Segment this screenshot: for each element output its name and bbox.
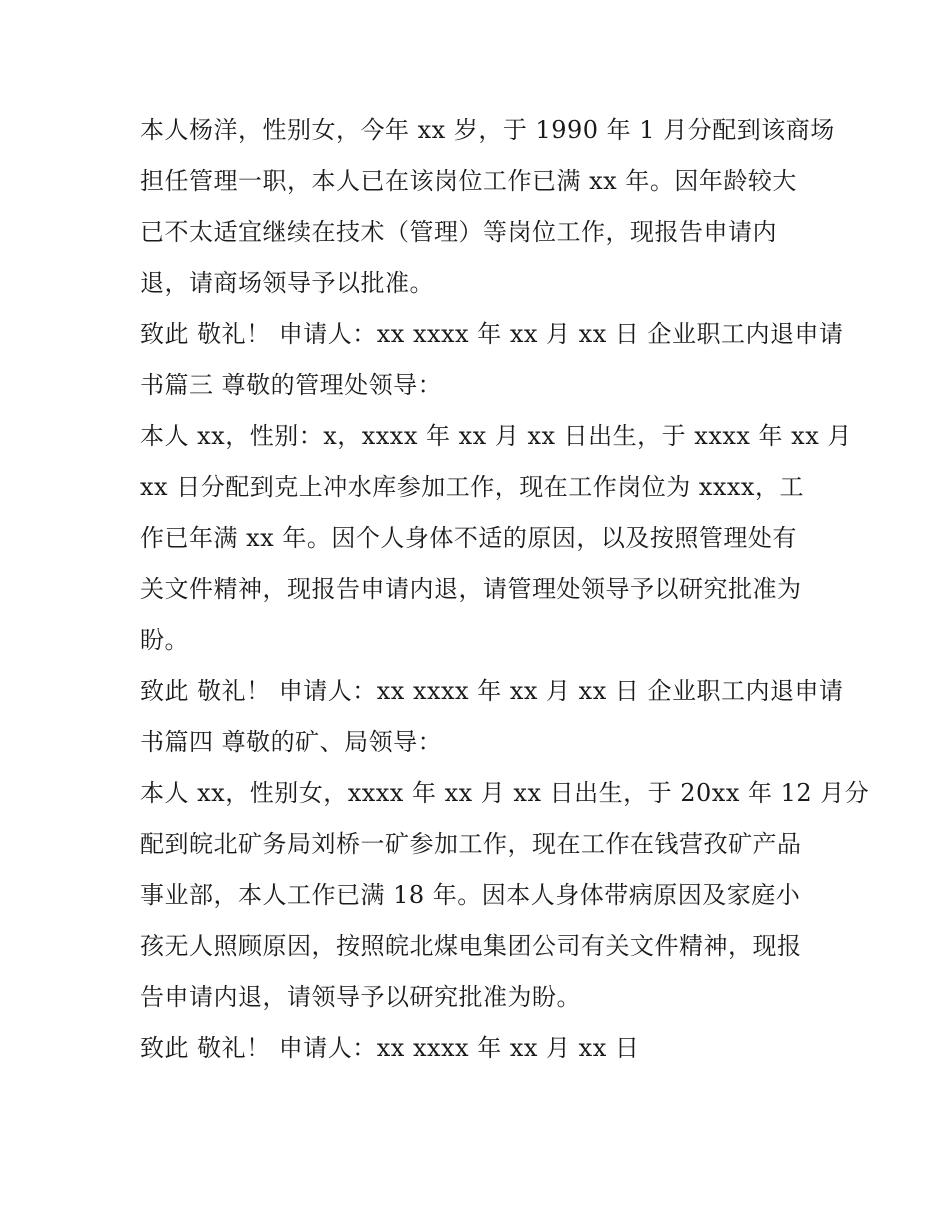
text-line: 孩无人照顾原因，按照皖北煤电集团公司有关文件精神，现报 [140, 932, 802, 960]
text-line: 关文件精神，现报告申请内退，请管理处领导予以研究批准为 [140, 575, 802, 603]
text-line: 本人 xx，性别女，xxxx 年 xx 月 xx 日出生，于 20xx 年 12 月分 [140, 779, 870, 807]
text-line: 致此 敬礼！ 申请人：xx xxxx 年 xx 月 xx 日 企业职工内退申请 [140, 320, 844, 348]
text-line: 本人杨洋，性别女，今年 xx 岁，于 1990 年 1 月分配到该商场 [140, 116, 835, 144]
text-line: 本人 xx，性别：x，xxxx 年 xx 月 xx 日出生，于 xxxx 年 xx 月 [140, 422, 852, 450]
text-line: 盼。 [140, 626, 189, 654]
text-line: 事业部，本人工作已满 18 年。因本人身体带病原因及家庭小 [140, 881, 801, 909]
document-body [140, 105, 870, 1074]
text-line: 配到皖北矿务局刘桥一矿参加工作，现在工作在钱营孜矿产品 [140, 830, 802, 858]
text-line: xx 日分配到克上冲水库参加工作，现在工作岗位为 xxxx，工 [140, 473, 804, 501]
text-line: 书篇四 尊敬的矿、局领导： [140, 728, 443, 756]
text-line: 告申请内退，请领导予以研究批准为盼。 [140, 983, 581, 1011]
text-line: 退，请商场领导予以批准。 [140, 269, 434, 297]
text-line: 书篇三 尊敬的管理处领导： [140, 371, 443, 399]
text-line: 致此 敬礼！ 申请人：xx xxxx 年 xx 月 xx 日 企业职工内退申请 [140, 677, 844, 705]
text-line: 作已年满 xx 年。因个人身体不适的原因，以及按照管理处有 [140, 524, 797, 552]
text-line: 担任管理一职，本人已在该岗位工作已满 xx 年。因年龄较大 [140, 167, 797, 195]
text-line: 致此 敬礼！ 申请人：xx xxxx 年 xx 月 xx 日 [140, 1034, 640, 1062]
text-line: 已不太适宜继续在技术（管理）等岗位工作，现报告申请内 [140, 218, 777, 246]
